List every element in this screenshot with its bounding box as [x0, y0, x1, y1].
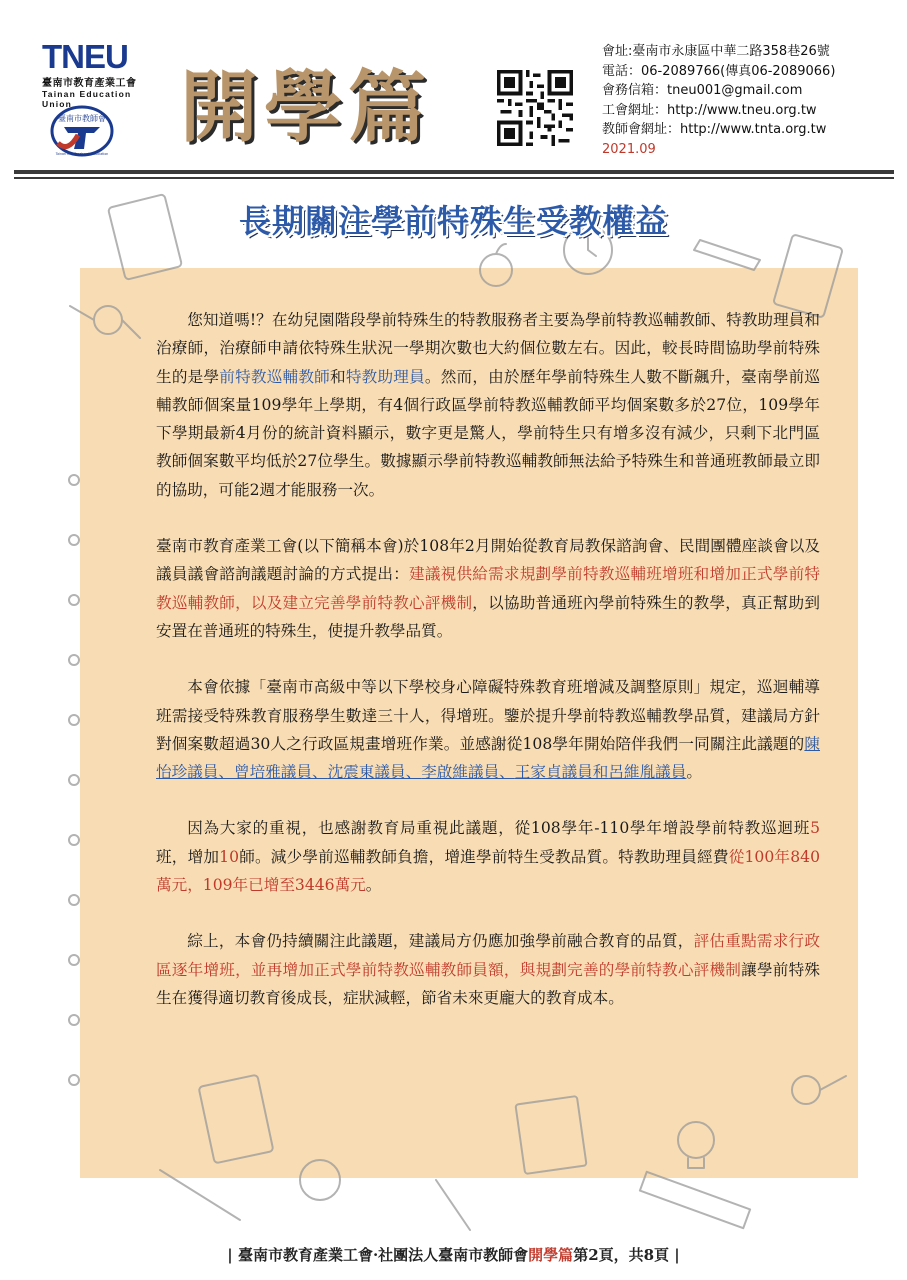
- bulb-doodle: [678, 1122, 714, 1158]
- councilor-name[interactable]: 李啟維: [421, 763, 468, 782]
- logo-english-name: Tainan Education Union: [42, 89, 132, 109]
- paragraph-5: 綜上，本會仍持續關注此議題，建議局方仍應加強學前融合教育的品質，評估重點需求行政區逐年增班，並再增加正式學前特教巡輔教師員額，與規劃完善的學前特教心評機制讓學前特殊生在獲得適切教育後成長，症狀減輕，節省未來更龐大的教育成本。: [156, 932, 820, 1007]
- union-logo: [42, 38, 162, 109]
- contact-union-website[interactable]: 工會網址：http://www.tneu.org.tw: [602, 102, 817, 118]
- notebook-rings-doodle: [69, 475, 79, 1085]
- notebook-doodle-bottom: [199, 1075, 274, 1164]
- article-title: 長期關注學前特殊生受教權益: [238, 202, 668, 240]
- molecule-doodle: [94, 306, 122, 334]
- ruler-doodle: [640, 1172, 750, 1228]
- paragraph-1: 您知道嗎!？在幼兒園階段學前特殊生的特教服務者主要為學前特教巡輔教師、特教助理員和治療師，治療師申請依特殊生狀況一學期次數也大約個位數左右。因此，較長時間協助學前特殊生的是學前特教巡輔教師和特教助理員。然而，由於歷年學前特殊生人數不斷飆升，臺南學前巡輔教師個案量109學年上學期，有4個行政區學前特教巡輔教師平均個案數多於27位，109學年下學期最新4月份的統計資料顯示，數字更是驚人，學前特生只有增多沒有減少，只剩下北門區教師個案數平均低於27位學生。數據顯示學前特教巡輔教師無法給予特殊生和普通班教師最立即的協助，可能2週才能服務一次。: [156, 311, 820, 499]
- issue-date: 2021.09: [602, 141, 656, 157]
- footer-org: 臺南市教育產業工會·社團法人臺南市教師會: [237, 1246, 529, 1264]
- paragraph-3: 本會依據「臺南市高級中等以下學校身心障礙特殊教育班增減及調整原則」規定，巡迴輔導班需接受特殊教育服務學生數達三十人，得增班。鑒於提升學前特教巡輔教學品質，建議局方針對個案數超過30人之行政區規畫增班作業。並感謝從108學年開始陪伴我們一同關注此議題的陳怡珍議員、曾培雅議員、沈震東議員、李啟維議員、王家貞議員和呂維胤議員。: [156, 678, 820, 782]
- logo-mark: TNEU: [42, 38, 128, 75]
- highlight-proposal: 建議視供給需求規劃學前特教巡輔班增班和增加正式學前特教巡輔教師，以及建立完善學前特教心評機制: [156, 565, 820, 612]
- pencil-doodle-bottom: [160, 1170, 240, 1220]
- molecule-doodle-bottom: [792, 1076, 820, 1104]
- highlight-itinerant-teacher: 前特教巡輔教師: [219, 367, 330, 386]
- councilor-name[interactable]: 王家貞: [514, 763, 562, 782]
- paragraph-2: 臺南市教育產業工會(以下簡稱本會)於108年2月開始從教育局教保諮詢會、民間團體座談會以及議員議會諮詢議題討論的方式提出：建議視供給需求規劃學前特教巡輔班增班和增加正式學前特教巡輔教師，以及建立完善學前特教心評機制，以協助普通班內學前特殊生的教學，真正幫助到安置在普通班的特殊生，使提升教學品質。: [156, 537, 820, 640]
- footer-issue: 開學篇: [528, 1246, 574, 1264]
- highlight-budget: 從100年840萬元，109年已增至3446萬元: [156, 847, 820, 895]
- contact-address: 會址:臺南市永康區中華二路358巷26號: [602, 44, 830, 59]
- pencil-doodle: [694, 240, 760, 270]
- councilor-name[interactable]: 呂維胤: [608, 763, 656, 782]
- paragraph-4: 因為大家的重視，也感謝教育局重視此議題，從108學年-110學年增設學前特教巡迴班5班，增加10師。減少學前巡輔教師負擔，增進學前特生受教品質。特教助理員經費從100年840萬元，109年已增至3446萬元。: [156, 819, 820, 895]
- header-divider: [14, 170, 894, 174]
- contact-email[interactable]: 會務信箱：tneu001@gmail.com: [602, 83, 803, 98]
- councilor-name[interactable]: 曾培雅: [234, 763, 281, 782]
- logo-chinese-name: 臺南市教育產業工會: [42, 78, 137, 89]
- qr-code-icon: [497, 70, 573, 146]
- contact-phone: 電話：06-2089766(傳真06-2089066): [602, 63, 836, 79]
- masthead-title: 開學篇: [180, 62, 433, 153]
- highlight-recommendation: 評估重點需求行政區逐年增班，並再增加正式學前特教巡輔教師員額，與規劃完善的學前特教心評機制: [156, 932, 820, 979]
- header-divider-thin: [14, 177, 894, 179]
- svg-text:臺南市教師會: 臺南市教師會: [58, 114, 106, 123]
- book-doodle: [515, 1096, 586, 1174]
- contact-info: [602, 42, 902, 159]
- teachers-association-seal: [44, 105, 120, 157]
- apple-doodle: [480, 254, 512, 286]
- contact-association-website[interactable]: 教師會網址：http://www.tnta.org.tw: [602, 122, 827, 137]
- at-sign-doodle: [300, 1160, 340, 1200]
- article-body: [156, 306, 820, 1040]
- brush-doodle: [436, 1180, 470, 1230]
- svg-text:Tainan City Teachers' Associat: Tainan City Teachers' Association: [55, 152, 109, 156]
- highlight-aide: 特教助理員: [345, 367, 425, 386]
- footer-page-number: 第2頁，共8頁: [573, 1246, 670, 1264]
- page-footer: | 臺南市教育產業工會·社團法人臺南市教師會開學篇第2頁，共8頁 |: [227, 1246, 680, 1264]
- councilor-name[interactable]: 沈震東: [327, 763, 375, 782]
- councilor-name[interactable]: 陳怡珍: [156, 734, 820, 782]
